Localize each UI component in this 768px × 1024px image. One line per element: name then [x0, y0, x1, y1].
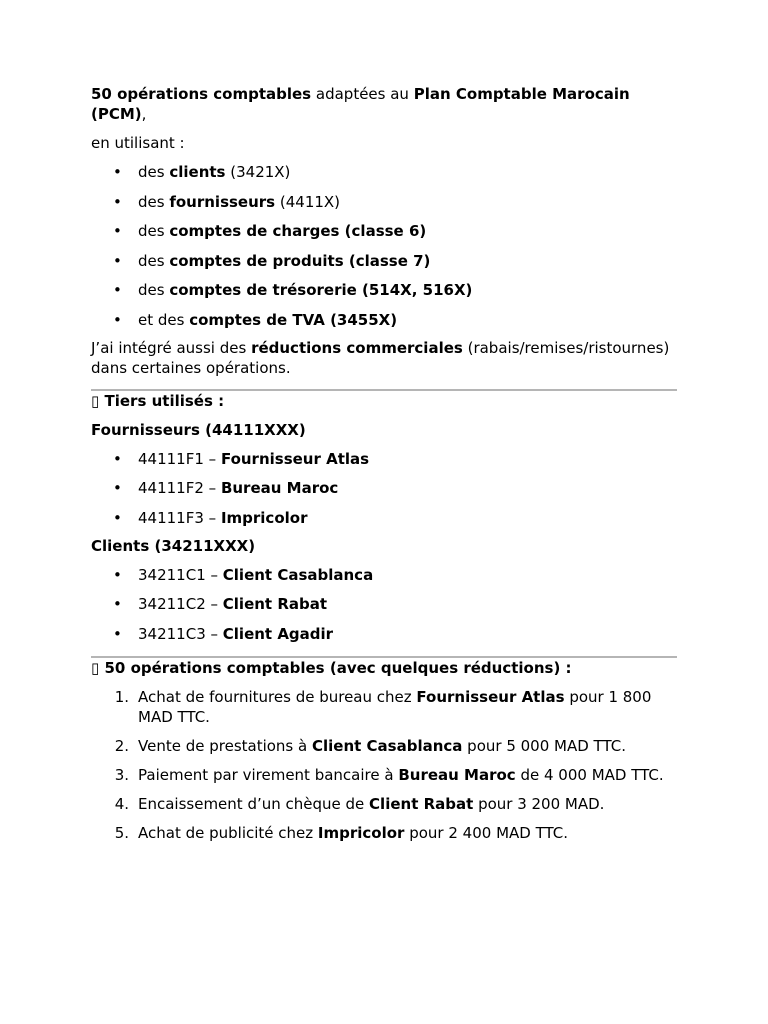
operation-suffix: de 4 000 MAD TTC.: [515, 765, 664, 784]
client-code: 34211C3 –: [138, 624, 223, 643]
reductions-paragraph: [91, 338, 677, 378]
reductions-bold: réductions commerciales: [251, 338, 463, 357]
intro-paragraph: [91, 84, 677, 124]
supplier-name: Impricolor: [220, 508, 308, 527]
operation-prefix: Encaissement d’un chèque de: [138, 794, 370, 813]
operation-item: [91, 687, 677, 727]
suppliers-heading: [91, 420, 677, 440]
supplier-code: 44111F3 –: [138, 508, 221, 527]
client-item: [91, 565, 677, 585]
operations-heading: [91, 658, 677, 678]
bullet-icon: •: [113, 310, 122, 329]
item-prefix: et des: [138, 310, 190, 329]
supplier-item: [91, 478, 677, 498]
operation-suffix: pour 3 200 MAD.: [473, 794, 605, 813]
operation-item: [91, 736, 677, 756]
operation-party: Impricolor: [317, 823, 405, 842]
operation-party: Client Casablanca: [311, 736, 463, 755]
bullet-icon: •: [113, 222, 122, 240]
bullet-icon: •: [113, 281, 122, 299]
operation-number: 5.: [114, 823, 129, 842]
intro-bold-3: Plan Comptable Marocain (PCM): [91, 85, 630, 123]
using-item-charges: [91, 221, 677, 241]
item-bold: comptes de trésorerie (514X, 516X): [169, 281, 473, 299]
using-item-clients: [91, 162, 677, 182]
operation-party: Fournisseur Atlas: [416, 687, 565, 706]
client-code: 34211C2 –: [138, 595, 223, 613]
clients-heading: [91, 536, 677, 556]
operation-prefix: Achat de publicité chez: [138, 823, 318, 842]
intro-text-4: ,: [141, 105, 147, 123]
clients-list: [91, 565, 677, 644]
using-item-fournisseurs: [91, 192, 677, 212]
bullet-icon: •: [113, 163, 122, 181]
operation-number: 2.: [114, 736, 129, 755]
tiers-heading: [91, 391, 677, 411]
document-page: [91, 84, 677, 852]
operation-prefix: Paiement par virement bancaire à: [138, 765, 399, 784]
intro-text-2: adaptées au: [311, 85, 414, 103]
supplier-item: [91, 449, 677, 469]
operation-item: [91, 794, 677, 814]
item-prefix: des: [138, 222, 170, 240]
operations-icon: ▯: [91, 658, 100, 677]
client-item: [91, 624, 677, 644]
supplier-code: 44111F2 –: [138, 479, 221, 497]
supplier-item: [91, 508, 677, 528]
item-prefix: des: [138, 163, 170, 181]
item-suffix: (4411X): [275, 192, 341, 211]
operations-list: [91, 687, 677, 843]
bullet-icon: •: [113, 624, 122, 643]
item-suffix: (3421X): [225, 163, 291, 181]
reductions-suffix: (rabais/remises/ristournes) dans certaines opérations.: [91, 338, 670, 377]
bullet-icon: •: [113, 565, 122, 584]
client-name: Client Rabat: [222, 595, 328, 613]
bullet-icon: •: [113, 595, 122, 613]
item-bold: clients: [169, 163, 226, 181]
bullet-icon: •: [113, 251, 122, 270]
operation-suffix: pour 2 400 MAD TTC.: [404, 823, 569, 842]
item-prefix: des: [138, 281, 170, 299]
tiers-heading-label: Tiers utilisés :: [104, 391, 225, 410]
tiers-icon: ▯: [91, 391, 100, 410]
operation-party: Client Rabat: [369, 794, 474, 813]
using-item-tresorerie: [91, 280, 677, 300]
bullet-icon: •: [113, 479, 122, 497]
supplier-name: Bureau Maroc: [220, 479, 339, 497]
item-prefix: des: [138, 192, 170, 211]
reductions-prefix: J’ai intégré aussi des: [91, 338, 252, 357]
operations-heading-label: 50 opérations comptables (avec quelques réductions) :: [104, 658, 572, 677]
operation-party: Bureau Maroc: [398, 765, 516, 784]
intro-bold-1: 50 opérations comptables: [91, 85, 312, 103]
item-prefix: des: [138, 251, 170, 270]
client-code: 34211C1 –: [138, 565, 223, 584]
operation-item: [91, 823, 677, 843]
operation-suffix: pour 5 000 MAD TTC.: [462, 736, 626, 755]
clients-heading-text: Clients (34211XXX): [91, 536, 256, 555]
supplier-name: Fournisseur Atlas: [220, 449, 370, 468]
item-bold: fournisseurs: [169, 192, 276, 211]
item-bold: comptes de charges (classe 6): [169, 222, 427, 240]
client-item: [91, 594, 677, 614]
operation-prefix: Achat de fournitures de bureau chez: [138, 687, 417, 706]
operation-number: 4.: [114, 794, 129, 813]
using-item-produits: [91, 251, 677, 271]
item-bold: comptes de produits (classe 7): [169, 251, 431, 270]
using-label: en utilisant :: [91, 134, 185, 152]
operation-prefix: Vente de prestations à: [138, 736, 312, 755]
operation-suffix: pour 1 800 MAD TTC.: [138, 687, 652, 726]
suppliers-list: [91, 449, 677, 528]
suppliers-heading-text: Fournisseurs (44111XXX): [91, 420, 306, 439]
supplier-code: 44111F1 –: [138, 449, 221, 468]
using-list: [91, 162, 677, 330]
operation-item: [91, 765, 677, 785]
bullet-icon: •: [113, 192, 122, 211]
item-bold: comptes de TVA (3455X): [189, 310, 398, 329]
bullet-icon: •: [113, 508, 122, 527]
client-name: Client Casablanca: [222, 565, 374, 584]
operation-number: 3.: [114, 765, 129, 784]
operation-number: 1.: [114, 687, 129, 706]
using-item-tva: [91, 310, 677, 330]
bullet-icon: •: [113, 449, 122, 468]
client-name: Client Agadir: [222, 624, 334, 643]
